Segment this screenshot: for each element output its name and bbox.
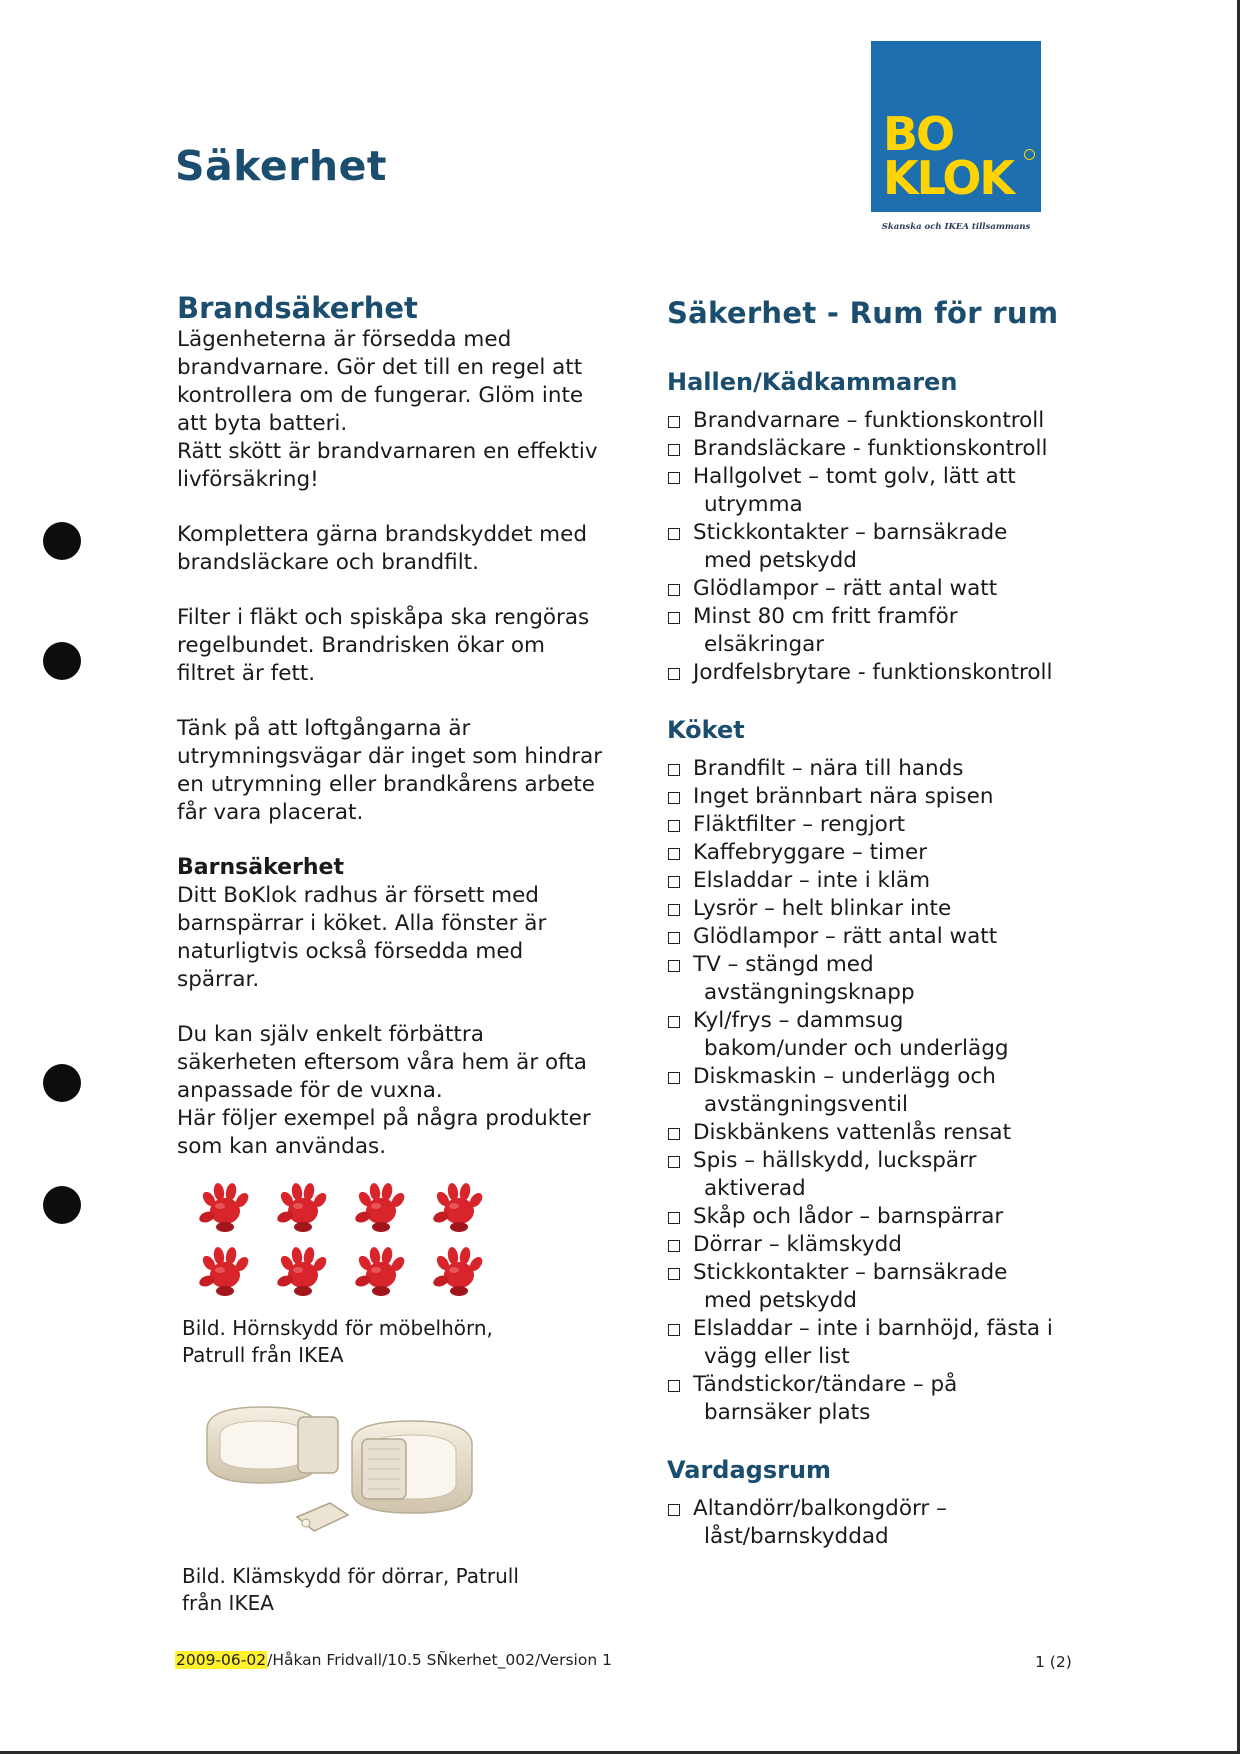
- checklist-item: [667, 1259, 1107, 1315]
- logo-text-line1: BO: [883, 107, 954, 161]
- text-line: Rätt skött är brandvarnaren en effektiv: [177, 439, 598, 464]
- checklist-item-text: elsäkringar: [704, 632, 825, 657]
- checklist-item: [667, 755, 1107, 783]
- red-hand-corner-protector-icon: [429, 1181, 489, 1235]
- checklist-item: [667, 1147, 1107, 1203]
- red-hand-corner-protector-icon: [351, 1245, 411, 1299]
- footer-reference: [175, 1651, 612, 1669]
- checklist-item-text: Hallgolvet – tomt golv, lätt att: [693, 464, 1016, 489]
- checklist-item-text: Glödlampor – rätt antal watt: [693, 576, 998, 601]
- text-line: Här följer exempel på några produkter: [177, 1106, 591, 1131]
- text-line: som kan användas.: [177, 1134, 387, 1159]
- text-line: Tänk på att loftgångarna är: [177, 716, 471, 741]
- text-line: Bild. Hörnskydd för möbelhörn,: [182, 1316, 493, 1340]
- text-line: Du kan själv enkelt förbättra: [177, 1022, 484, 1047]
- checklist-item-text: Diskmaskin – underlägg och: [693, 1064, 996, 1089]
- clamp-clip: [297, 1503, 348, 1531]
- checklist-item: [667, 923, 1107, 951]
- text-line: brandvarnare. Gör det till en regel att: [177, 355, 583, 380]
- checklist-item-text: aktiverad: [704, 1176, 806, 1201]
- punch-hole: [43, 1186, 81, 1224]
- registered-mark-icon: [1024, 149, 1035, 160]
- brand-safety-text: [177, 326, 647, 827]
- logo-tagline: Skanska och IKEA tillsammans: [881, 222, 1031, 232]
- page-title: Säkerhet: [175, 142, 387, 190]
- checklist-item-text: Lysrör – helt blinkar inte: [693, 896, 952, 921]
- room-checklist-title: Säkerhet - Rum för rum: [667, 296, 1059, 330]
- checklist-item: [667, 519, 1107, 575]
- text-line: att byta batteri.: [177, 411, 348, 436]
- text-line: Ditt BoKlok radhus är försett med: [177, 883, 539, 908]
- paragraph: [177, 1021, 647, 1161]
- red-hand-corner-protector-icon: [429, 1245, 489, 1299]
- paragraph: [177, 326, 647, 494]
- left-column: [177, 290, 647, 1617]
- checklist-item: [667, 1231, 1107, 1259]
- text-line: filtret är fett.: [177, 661, 316, 686]
- checklist-item: [667, 895, 1107, 923]
- checklist-item-text: bakom/under och underlägg: [704, 1036, 1009, 1061]
- child-safety-heading: Barnsäkerhet: [177, 855, 344, 880]
- text-line: naturligtvis också försedda med: [177, 939, 524, 964]
- spacer: [177, 827, 647, 854]
- text-line: kontrollera om de fungerar. Glöm inte: [177, 383, 584, 408]
- text-line: från IKEA: [182, 1591, 274, 1615]
- checklist-item: [667, 1495, 1107, 1551]
- checklist-item-text: utrymma: [704, 492, 803, 517]
- checklist-item: [667, 1315, 1107, 1371]
- text-line: barnspärrar i köket. Alla fönster är: [177, 911, 547, 936]
- checklist-item-text: Diskbänkens vattenlås rensat: [693, 1120, 1012, 1145]
- checklist-item-text: med petskydd: [704, 548, 857, 573]
- door-clamp-caption: [182, 1563, 647, 1617]
- clamp-right: [352, 1421, 472, 1513]
- text-line: säkerheten eftersom våra hem är ofta: [177, 1050, 587, 1075]
- checklist-item-text: Tändstickor/tändare – på: [693, 1372, 958, 1397]
- text-line: Filter i fläkt och spiskåpa ska rengöras: [177, 605, 590, 630]
- room-group-heading: Vardagsrum: [667, 1456, 832, 1484]
- checklist-item-text: Brandsläckare - funktionskontroll: [693, 436, 1048, 461]
- room-checklist: [667, 367, 1107, 1551]
- paragraph: [177, 521, 647, 577]
- checklist-item-text: vägg eller list: [704, 1344, 850, 1369]
- checklist-item-text: Minst 80 cm fritt framför: [693, 604, 958, 629]
- checklist-item-text: Stickkontakter – barnsäkrade: [693, 520, 1008, 545]
- checklist-item-text: Brandvarnare – funktionskontroll: [693, 408, 1045, 433]
- red-hand-corner-protector-icon: [273, 1245, 333, 1299]
- text-line: livförsäkring!: [177, 467, 319, 492]
- child-safety-text: [177, 882, 647, 1161]
- text-line: brandsläckare och brandfilt.: [177, 550, 479, 575]
- checklist-item: [667, 407, 1107, 435]
- footer-date: 2009-06-02: [176, 1651, 267, 1669]
- checklist-item-text: låst/barnskyddad: [704, 1524, 889, 1549]
- checklist-item-text: avstängningsventil: [704, 1092, 909, 1117]
- text-line: Bild. Klämskydd för dörrar, Patrull: [182, 1564, 519, 1588]
- boklok-logo: [871, 41, 1041, 212]
- room-group-heading: Hallen/Kädkammaren: [667, 368, 958, 396]
- red-hand-corner-protector-icon: [273, 1181, 333, 1235]
- room-group-heading: Köket: [667, 716, 745, 744]
- checklist-item: [667, 951, 1107, 1007]
- checklist-item: [667, 1203, 1107, 1231]
- checklist-item: [667, 1063, 1107, 1119]
- paragraph: [177, 882, 647, 994]
- page-number: 1 (2): [1035, 1653, 1072, 1671]
- text-line: anpassade för de vuxna.: [177, 1078, 443, 1103]
- checklist: [667, 755, 1107, 1427]
- footer-path: /Håkan Fridvall/10.5 SÑkerhet_002/Version 1: [267, 1651, 612, 1669]
- spacer: [177, 577, 647, 604]
- checklist-item-text: Elsladdar – inte i kläm: [693, 868, 931, 893]
- text-line: en utrymning eller brandkårens arbete: [177, 772, 596, 797]
- right-column: [667, 295, 1107, 1551]
- checklist-item-text: Jordfelsbrytare - funktionskontroll: [693, 660, 1053, 685]
- text-line: utrymningsvägar där inget som hindrar: [177, 744, 603, 769]
- red-hand-corner-protector-icon: [195, 1181, 255, 1235]
- red-hand-corner-protector-icon: [351, 1181, 411, 1235]
- checklist: [667, 407, 1107, 687]
- checklist-item: [667, 1371, 1107, 1427]
- checklist-item-text: med petskydd: [704, 1288, 857, 1313]
- checklist-item: [667, 435, 1107, 463]
- punch-hole: [43, 1064, 81, 1102]
- checklist-item-text: Spis – hällskydd, luckspärr: [693, 1148, 977, 1173]
- corner-protector-image: [195, 1181, 495, 1299]
- checklist-item-text: Inget brännbart nära spisen: [693, 784, 994, 809]
- text-line: Patrull från IKEA: [182, 1343, 344, 1367]
- text-line: spärrar.: [177, 967, 260, 992]
- checklist-item-text: Altandörr/balkongdörr –: [693, 1496, 947, 1521]
- checklist-item: [667, 575, 1107, 603]
- spacer: [177, 688, 647, 715]
- checklist-item: [667, 463, 1107, 519]
- checklist: [667, 1495, 1107, 1551]
- checklist-item: [667, 603, 1107, 659]
- checklist-item: [667, 811, 1107, 839]
- door-clamp-protector-image: [202, 1399, 512, 1539]
- checklist-item-text: Kaffebryggare – timer: [693, 840, 928, 865]
- spacer: [177, 494, 647, 521]
- checklist-item: [667, 839, 1107, 867]
- checklist-item: [667, 1119, 1107, 1147]
- text-line: Komplettera gärna brandskyddet med: [177, 522, 587, 547]
- checklist-item: [667, 659, 1107, 687]
- checklist-item-text: Skåp och lådor – barnspärrar: [693, 1204, 1004, 1229]
- checklist-item-text: Brandfilt – nära till hands: [693, 756, 964, 781]
- checklist-item: [667, 867, 1107, 895]
- text-line: Lägenheterna är försedda med: [177, 327, 512, 352]
- checklist-item-text: Fläktfilter – rengjort: [693, 812, 906, 837]
- checklist-item-text: Glödlampor – rätt antal watt: [693, 924, 998, 949]
- checklist-item-text: Kyl/frys – dammsug: [693, 1008, 904, 1033]
- checklist-item-text: Dörrar – klämskydd: [693, 1232, 902, 1257]
- spacer: [177, 994, 647, 1021]
- text-line: regelbundet. Brandrisken ökar om: [177, 633, 545, 658]
- checklist-item: [667, 783, 1107, 811]
- paragraph: [177, 604, 647, 688]
- logo-text-line2: KLOK: [883, 151, 1014, 205]
- clamp-left: [207, 1407, 338, 1483]
- red-hand-corner-protector-icon: [195, 1245, 255, 1299]
- paragraph: [177, 715, 647, 827]
- checklist-item-text: Elsladdar – inte i barnhöjd, fästa i: [693, 1316, 1053, 1341]
- corner-protector-caption: [182, 1315, 647, 1369]
- checklist-item-text: avstängningsknapp: [704, 980, 915, 1005]
- checklist-item-text: TV – stängd med: [693, 952, 874, 977]
- text-line: får vara placerat.: [177, 800, 364, 825]
- checklist-item: [667, 1007, 1107, 1063]
- punch-hole: [43, 642, 81, 680]
- checklist-item-text: Stickkontakter – barnsäkrade: [693, 1260, 1008, 1285]
- brand-safety-heading: Brandsäkerhet: [177, 291, 418, 325]
- punch-hole: [43, 522, 81, 560]
- checklist-item-text: barnsäker plats: [704, 1400, 871, 1425]
